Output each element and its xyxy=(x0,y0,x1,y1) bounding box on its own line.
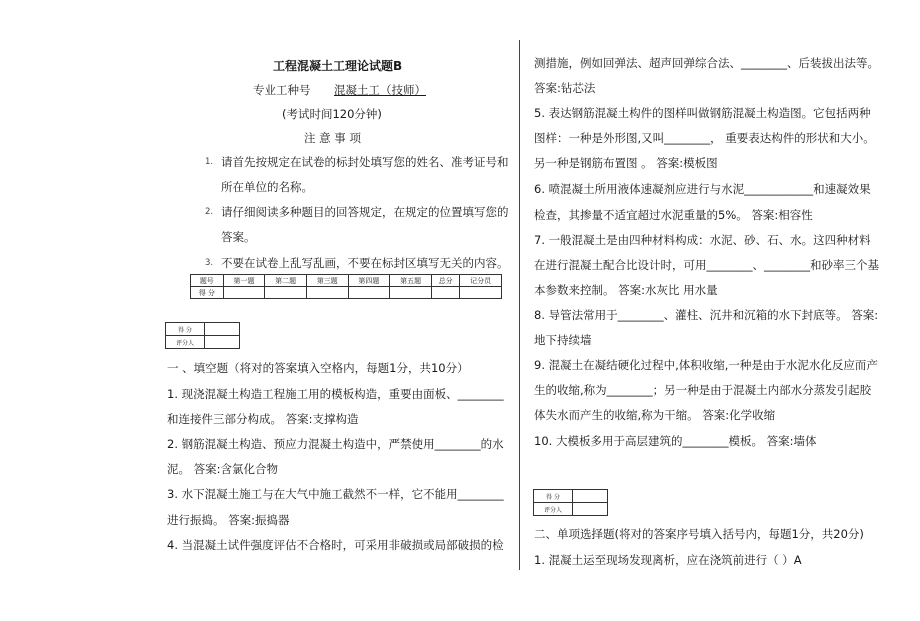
section2-heading: 二、单项选择题(将对的答案序号填入括号内，每题1分，共20分) xyxy=(534,527,864,541)
exam-title: 工程混凝土工理论试题B xyxy=(273,59,403,73)
grader-name-label: 评分人 xyxy=(166,336,205,349)
notice-2-line1: 请仔细阅读多种题目的回答规定，在规定的位置填写您的 xyxy=(221,205,509,219)
grader-box-1 xyxy=(165,322,240,349)
text-line: 地下持续墙 xyxy=(534,333,592,347)
notice-heading: 注 意 事 项 xyxy=(304,131,361,145)
notice-1-line2: 所在单位的名称。 xyxy=(221,180,313,194)
text-line: 2. 钢筋混凝土构造、预应力混凝土构造中，严禁使用________的水 xyxy=(167,437,504,451)
text-line: 10. 大模板多用于高层建筑的________模板。 答案:墙体 xyxy=(534,434,817,448)
score-header: 第四题 xyxy=(348,275,390,287)
text-line: 3. 水下混凝土施工与在大气中施工截然不一样，它不能用________ xyxy=(167,487,504,501)
text-line: 在进行混凝土配合比设计时，可用________、________和砂率三个基 xyxy=(534,258,879,272)
section2-question-1: 1. 混凝土运至现场发现离析，应在浇筑前进行（ ）A xyxy=(534,553,802,567)
text-line: 另一种是钢筋布置图 。 答案:模板图 xyxy=(534,156,718,170)
text-line: 检查，其掺量不适宜超过水泥重量的5%。 答案:相容性 xyxy=(534,208,813,222)
score-header: 记分员 xyxy=(460,275,502,287)
score-cell[interactable] xyxy=(223,287,265,299)
notice-2-num: 2. xyxy=(205,207,214,217)
score-header: 第一题 xyxy=(223,275,265,287)
section1-heading: 一 、填空题（将对的答案填入空格内，每题1分，共10分） xyxy=(167,361,469,375)
text-line: 4. 当混凝土试件强度评估不合格时，可采用非破损或局部破损的检 xyxy=(167,538,504,552)
score-table xyxy=(190,274,502,299)
grader-score-label: 得 分 xyxy=(166,323,205,336)
text-line: 图样：一种是外形图,又叫________， 重要表达构件的形状和大小。 xyxy=(534,131,875,145)
notice-3-line1: 不要在试卷上乱写乱画，不要在标封区填写无关的内容。 xyxy=(221,256,509,270)
score-header: 第三题 xyxy=(306,275,348,287)
grader-name-cell[interactable] xyxy=(573,503,608,516)
score-header: 第五题 xyxy=(390,275,432,287)
score-cell[interactable] xyxy=(460,287,502,299)
text-line: 6. 喷混凝土所用液体速凝剂应进行与水泥____________和速凝效果 xyxy=(534,182,871,196)
text-line: 答案:钻芯法 xyxy=(534,81,596,95)
score-header: 总分 xyxy=(431,275,459,287)
grader-score-cell[interactable] xyxy=(205,323,240,336)
grader-score-cell[interactable] xyxy=(573,490,608,503)
grader-score-label: 得 分 xyxy=(534,490,573,503)
text-line: 7. 一般混凝土是由四种材料构成：水泥、砂、石、水。这四种材料 xyxy=(534,233,871,247)
score-header: 题号 xyxy=(191,275,224,287)
profession-label: 专业工种号 xyxy=(253,83,311,97)
score-cell[interactable] xyxy=(348,287,390,299)
notice-1-line1: 请首先按规定在试卷的标封处填写您的姓名、准考证号和 xyxy=(221,155,509,169)
score-header: 第二题 xyxy=(265,275,307,287)
score-cell[interactable] xyxy=(306,287,348,299)
column-divider xyxy=(519,40,520,570)
notice-3-num: 3. xyxy=(205,258,214,268)
text-line: 生的收缩,称为________；另一种是由于混凝土内部水分蒸发引起胶 xyxy=(534,383,872,397)
exam-time: (考试时间120分钟) xyxy=(282,107,382,121)
text-line: 9. 混凝土在凝结硬化过程中,体积收缩,一种是由于水泥水化反应而产 xyxy=(534,358,878,372)
grader-box-2 xyxy=(533,489,608,516)
notice-2-line2: 答案。 xyxy=(221,230,256,244)
score-cell[interactable] xyxy=(390,287,432,299)
text-line: 进行振捣。 答案:振捣器 xyxy=(167,513,290,527)
text-line: 本参数来控制。 答案:水灰比 用水量 xyxy=(534,283,718,297)
grader-name-cell[interactable] xyxy=(205,336,240,349)
text-line: 8. 导管法常用于________、灌柱、沉井和沉箱的水下封底等。 答案: xyxy=(534,308,879,322)
score-row-label: 得 分 xyxy=(191,287,224,299)
text-line: 体失水而产生的收缩,称为干缩。 答案:化学收缩 xyxy=(534,408,776,422)
grader-name-label: 评分人 xyxy=(534,503,573,516)
score-cell[interactable] xyxy=(265,287,307,299)
text-line: 5. 表达钢筋混凝土构件的图样叫做钢筋混凝土构造图。它包括两种 xyxy=(534,106,871,120)
text-line: 泥。 答案:含氯化合物 xyxy=(167,462,279,476)
text-line: 测措施，例如回弹法、超声回弹综合法、________、后装拔出法等。 xyxy=(534,56,879,70)
text-line: 1. 现浇混凝土构造工程施工用的模板构造，重要由面板、________ xyxy=(167,387,504,401)
profession-value: 混凝土工（技师） xyxy=(334,83,426,97)
notice-1-num: 1. xyxy=(205,157,214,167)
score-cell[interactable] xyxy=(431,287,459,299)
text-line: 和连接件三部分构成。 答案:支撑构造 xyxy=(167,412,359,426)
